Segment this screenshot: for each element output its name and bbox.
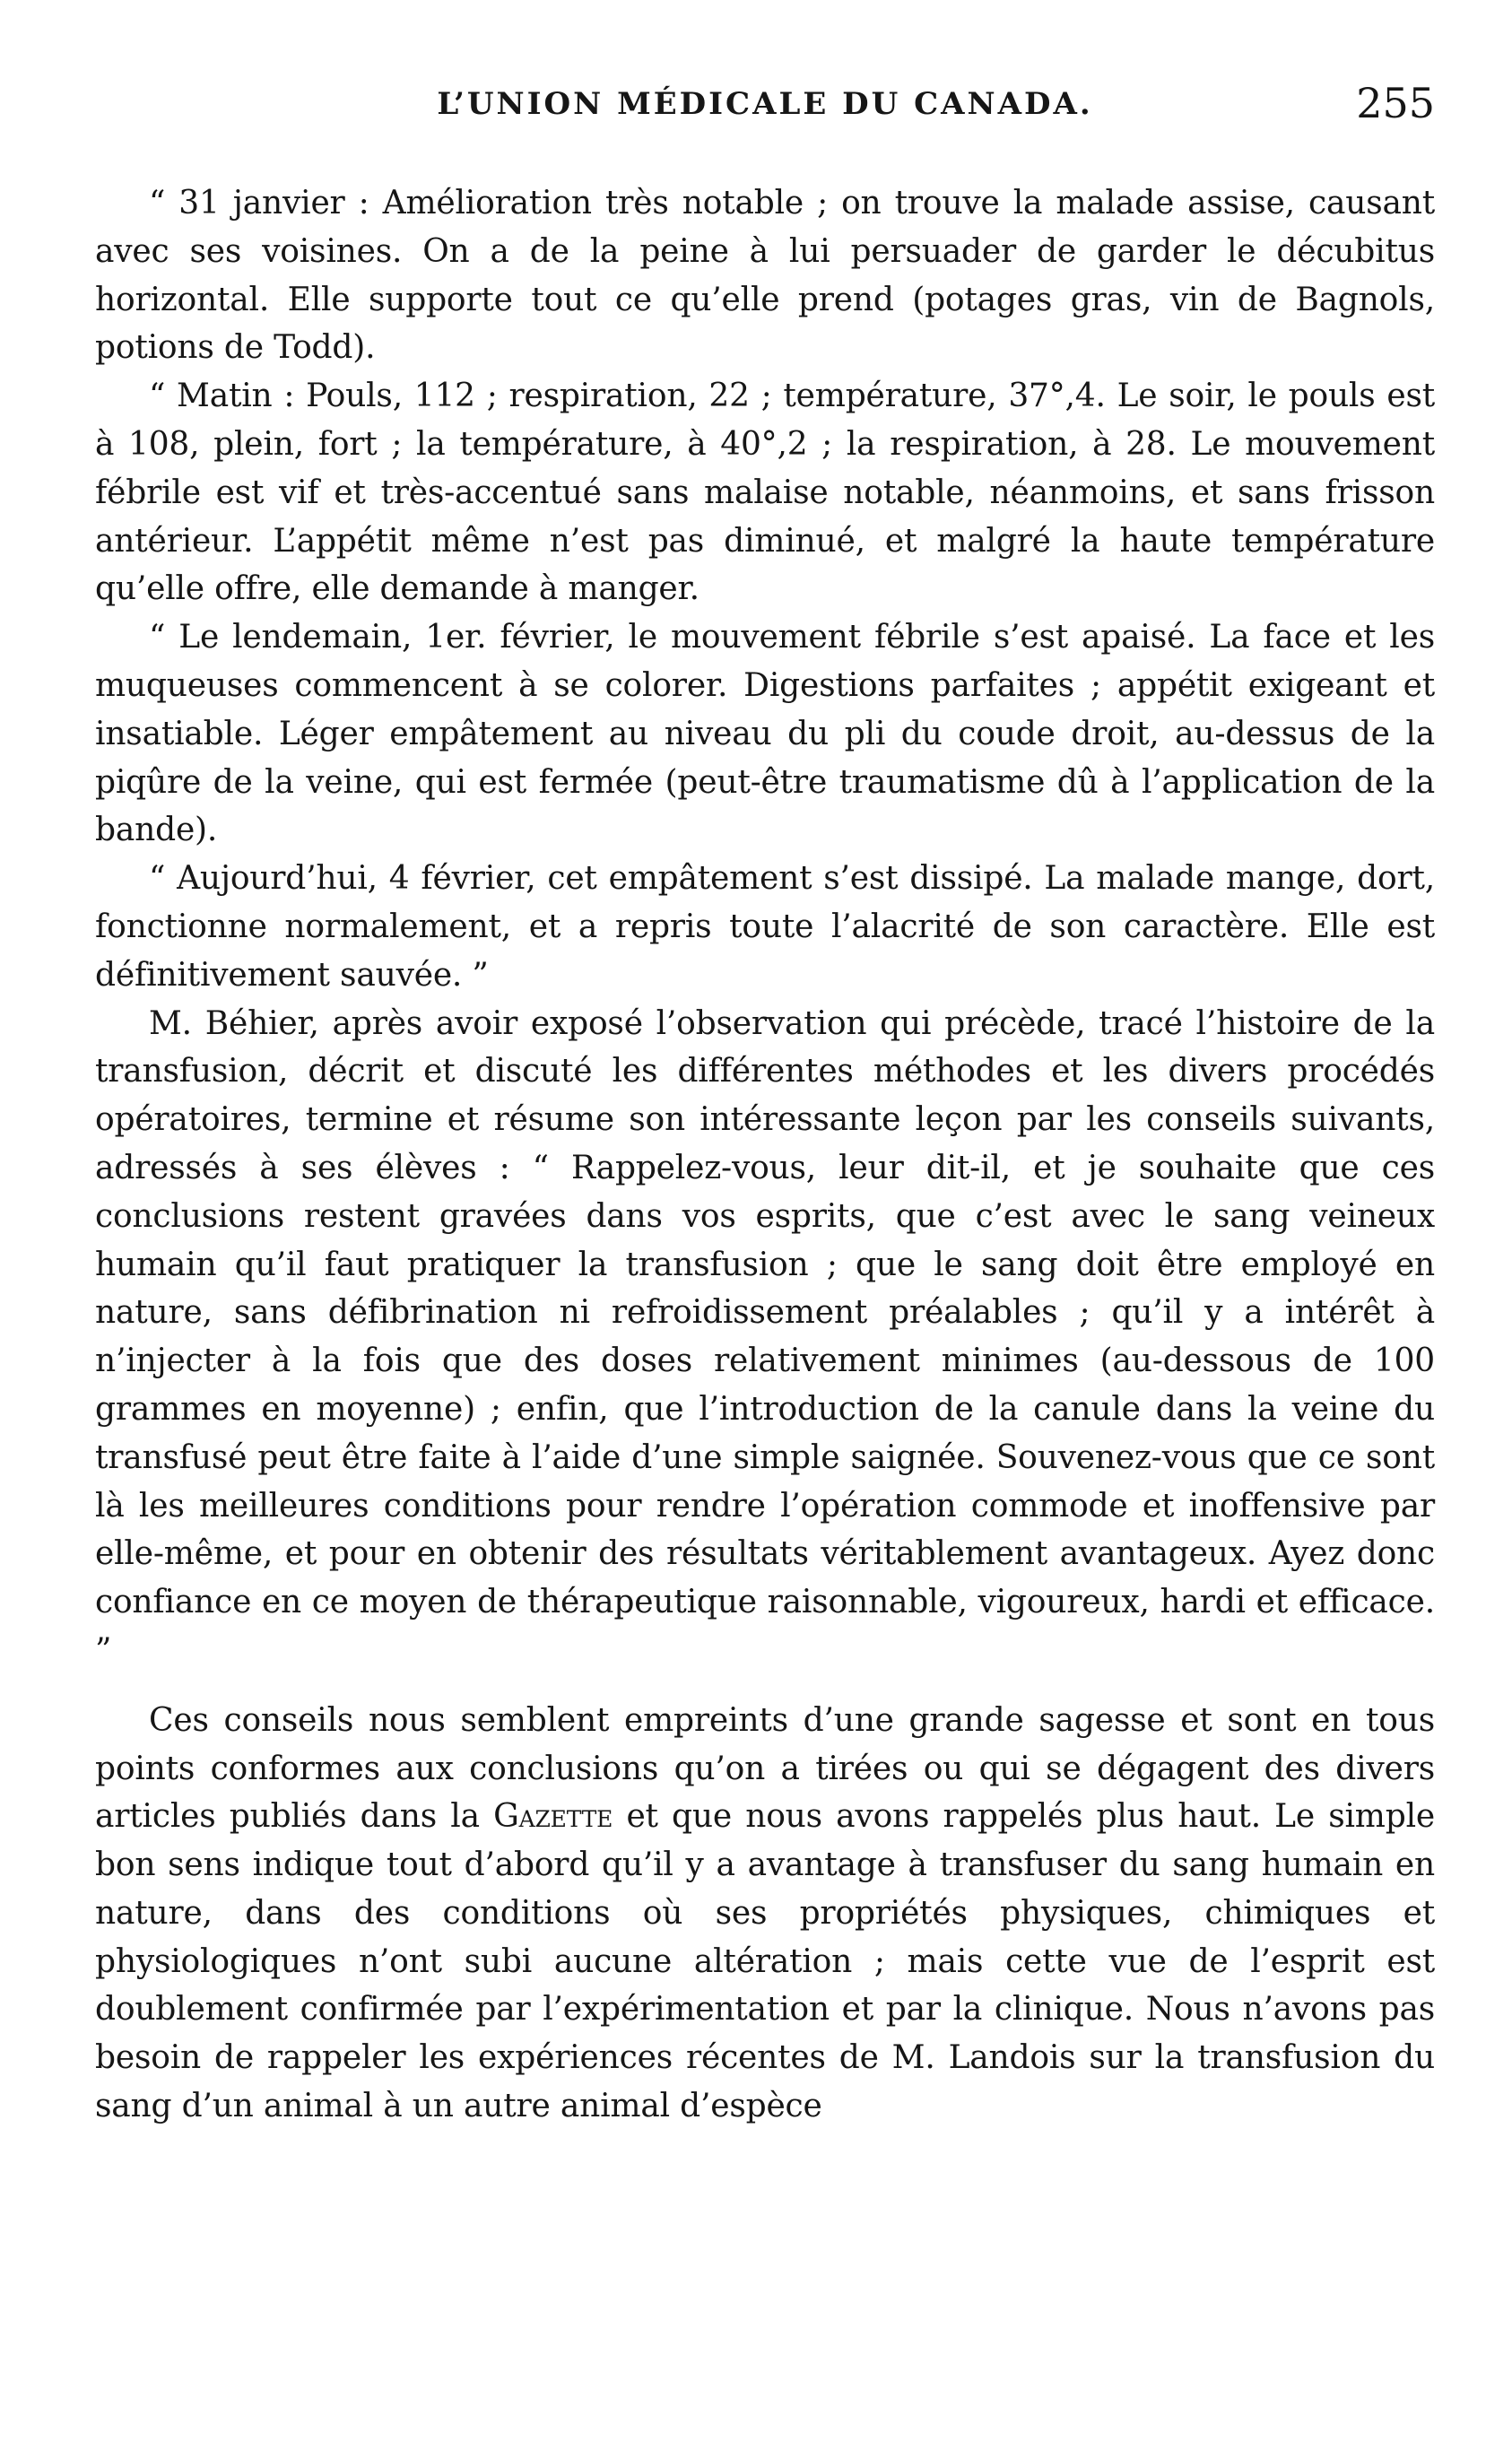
paragraph-february-1: “ Le lendemain, 1er. février, le mouvement fébrile s’est apaisé. La face et les muqueuses commencent à se colorer. Digestions parfaites ; appétit exigeant et insatiable. Léger empâtement au niveau du pli du coude droit, au-dessus de la piqûre de la veine, qui est fermée (peut-être traumatisme dû à l’application de la bande). — [95, 619, 1435, 849]
paragraph-january-31: “ 31 janvier : Amélioration très notable ; on trouve la malade assise, causant avec ses voisines. On a de la peine à lui persuader de garder le décubitus horizontal. Elle supporte tout ce qu’elle prend (potages gras, vin de Bagnols, potions de Todd). — [95, 185, 1435, 367]
running-head — [95, 79, 1435, 167]
gazette-smallcaps: Gazette — [493, 1798, 613, 1836]
page-number: 255 — [1356, 79, 1435, 127]
paragraph-morning-vitals: “ Matin : Pouls, 112 ; respiration, 22 ; température, 37°,4. Le soir, le pouls est à 108, plein, fort ; la température, à 40°,2 ; la respiration, à 28. Le mouvement fébrile est vif et très-accentué sans malaise notable, néanmoins, et sans frisson antérieur. L’appétit même n’est pas diminué, et malgré la haute température qu’elle offre, elle demande à manger. — [95, 378, 1435, 608]
paragraph-february-4: “ Aujourd’hui, 4 février, cet empâtement s’est dissipé. La malade mange, dort, fonctionne normalement, et a repris toute l’alacrité de son caractère. Elle est définitivement sauvée. ” — [95, 860, 1435, 994]
running-title: L’UNION MÉDICALE DU CANADA. — [437, 86, 1093, 122]
body-text — [95, 179, 1435, 2131]
paragraph-behier-conclusions: M. Béhier, après avoir exposé l’observation qui précède, tracé l’histoire de la transfusion, décrit et discuté les différentes méthodes et les divers procédés opératoires, termine et résume son intéressante leçon par les conseils suivants, adressés à ses élèves : “ Rappelez-vous, leur dit-il, et je souhaite que ces conclusions restent gravées dans vos esprits, que c’est avec le sang veineux humain qu’il faut pratiquer la transfusion ; que le sang doit être employé en nature, sans défibrination ni refroidissement préalables ; qu’il y a intérêt à n’injecter à la fois que des doses relativement minimes (au-dessous de 100 grammes en moyenne) ; enfin, que l’introduction de la canule dans la veine du transfusé peut être faite à l’aide d’une simple saignée. Souvenez-vous que ce sont là les meilleures conditions pour rendre l’opération commode et inoffensive par elle-même, et pour en obtenir des résultats véritablement avantageux. Ayez donc confiance en ce moyen de thérapeutique raisonnable, vigoureux, hardi et efficace. ” — [95, 1004, 1435, 1669]
book-page — [95, 79, 1436, 2131]
paragraph-commentary — [95, 1697, 1435, 2131]
commentary-text-end: et que nous avons rappelés plus haut. Le simple bon sens indique tout d’abord qu’il y a avantage à transfuser du sang humain en nature, dans des conditions où ses propriétés physiques, chimiques et physiologiques n’ont subi aucune altération ; mais cette vue de l’esprit est doublement confirmée par l’expérimentation et par la clinique. Nous n’avons pas besoin de rappeler les expériences récentes de M. Landois sur la transfusion du sang d’un animal à un autre animal d’espèce — [95, 1798, 1436, 2125]
commentary-text-start: Ces conseils nous semblent empreints d’une grande sagesse et sont en tous points conformes aux conclusions qu’on a tirées ou qui se dégagent des divers articles publiés dans la — [95, 1701, 1435, 1836]
